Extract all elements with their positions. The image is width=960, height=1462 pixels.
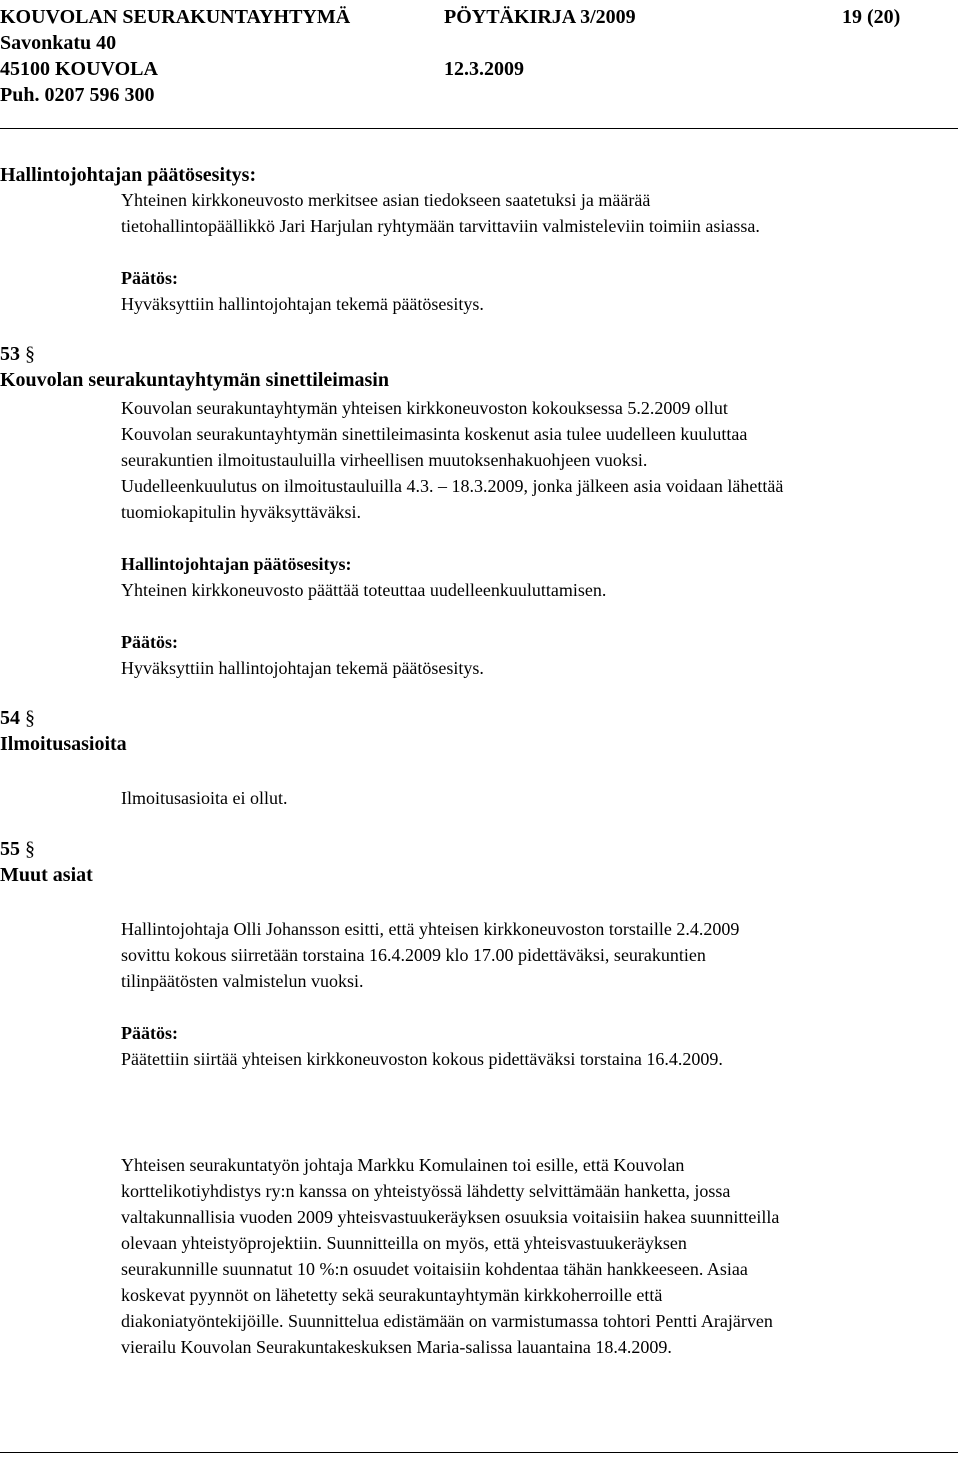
section-55-line: Hallintojohtaja Olli Johansson esitti, että yhteisen kirkkoneuvoston torstaille 2.4.2009 xyxy=(121,919,740,939)
section-number: 55 xyxy=(0,838,20,860)
section-symbol: § xyxy=(25,838,35,860)
section-55-extra-line: diakoniatyöntekijöille. Suunnittelua edistämään on varmistumassa tohtori Pentti Arajärven xyxy=(121,1311,773,1331)
section-53-line: tuomiokapitulin hyväksyttäväksi. xyxy=(121,502,361,522)
footer-divider xyxy=(0,1452,958,1453)
section-53-line: Uudelleenkuulutus on ilmoitustauluilla 4.3. – 18.3.2009, jonka jälkeen asia voidaan lähettää xyxy=(121,476,784,496)
section-54-heading xyxy=(0,707,35,730)
page-number: 19 (20) xyxy=(842,6,901,28)
section-symbol: § xyxy=(25,707,35,729)
section-55-extra-line: seurakunnille suunnatut 10 %:n osuudet voitaisiin kohdentaa tähän hankkeeseen. Asiaa xyxy=(121,1259,748,1279)
decision-label: Päätös: xyxy=(121,632,178,652)
decision-text: Hyväksyttiin hallintojohtajan tekemä päätösesitys. xyxy=(121,658,484,678)
decision-label: Päätös: xyxy=(121,268,178,288)
proposal-line: Yhteinen kirkkoneuvosto merkitsee asian tiedokseen saatetuksi ja määrää xyxy=(121,190,651,210)
proposal-text: Yhteinen kirkkoneuvosto päättää toteuttaa uudelleenkuuluttamisen. xyxy=(121,580,607,600)
section-53-line: Kouvolan seurakuntayhtymän sinettileimasinta koskenut asia tulee uudelleen kuuluttaa xyxy=(121,424,748,444)
decision-text: Hyväksyttiin hallintojohtajan tekemä päätösesitys. xyxy=(121,294,484,314)
document-title: PÖYTÄKIRJA 3/2009 xyxy=(444,6,636,28)
header-divider xyxy=(0,128,958,129)
section-55-extra-line: Yhteisen seurakuntatyön johtaja Markku Komulainen toi esille, että Kouvolan xyxy=(121,1155,685,1175)
section-55-extra-line: valtakunnallisia vuoden 2009 yhteisvastuukeräyksen osuuksia voitaisiin hakea suunnitteilla xyxy=(121,1207,780,1227)
proposal-label: Hallintojohtajan päätösesitys: xyxy=(121,554,352,574)
section-55-title: Muut asiat xyxy=(0,864,93,886)
section-54-title: Ilmoitusasioita xyxy=(0,733,127,755)
section-number: 53 xyxy=(0,343,20,365)
address: Savonkatu 40 xyxy=(0,32,117,54)
section-55-extra-line: korttelikotiyhdistys ry:n kanssa on yhteistyössä lähdetty selvittämään hanketta, jossa xyxy=(121,1181,731,1201)
section-55-extra-line: vierailu Kouvolan Seurakuntakeskuksen Maria-salissa lauantaina 18.4.2009. xyxy=(121,1337,672,1357)
section-53-title: Kouvolan seurakuntayhtymän sinettileimasin xyxy=(0,369,389,391)
proposal-label: Hallintojohtajan päätösesitys: xyxy=(0,164,257,186)
org-name: KOUVOLAN SEURAKUNTAYHTYMÄ xyxy=(0,6,351,28)
meeting-date: 12.3.2009 xyxy=(444,58,524,80)
section-53-line: Kouvolan seurakuntayhtymän yhteisen kirkkoneuvoston kokouksessa 5.2.2009 ollut xyxy=(121,398,728,418)
phone: Puh. 0207 596 300 xyxy=(0,84,155,106)
section-55-extra-line: olevaan yhteistyöprojektiin. Suunnitteilla on myös, että yhteisvastuukeräyksen xyxy=(121,1233,687,1253)
section-number: 54 xyxy=(0,707,20,729)
postal-address: 45100 KOUVOLA xyxy=(0,58,158,80)
section-53-line: seurakuntien ilmoitustauluilla virheellisen muutoksenhakuohjeen vuoksi. xyxy=(121,450,648,470)
decision-label: Päätös: xyxy=(121,1023,178,1043)
section-55-heading xyxy=(0,838,35,861)
section-symbol: § xyxy=(25,343,35,365)
proposal-line: tietohallintopäällikkö Jari Harjulan ryhtymään tarvittaviin valmisteleviin toimiin asiassa. xyxy=(121,216,760,236)
section-55-line: tilinpäätösten valmistelun vuoksi. xyxy=(121,971,364,991)
section-55-line: sovittu kokous siirretään torstaina 16.4.2009 klo 17.00 pidettäväksi, seurakuntien xyxy=(121,945,706,965)
section-54-text: Ilmoitusasioita ei ollut. xyxy=(121,788,288,808)
section-53-heading xyxy=(0,343,35,366)
section-55-extra-line: koskevat pyynnöt on lähetetty sekä seurakuntayhtymän kirkkoherroille että xyxy=(121,1285,663,1305)
decision-text: Päätettiin siirtää yhteisen kirkkoneuvoston kokous pidettäväksi torstaina 16.4.2009. xyxy=(121,1049,723,1069)
